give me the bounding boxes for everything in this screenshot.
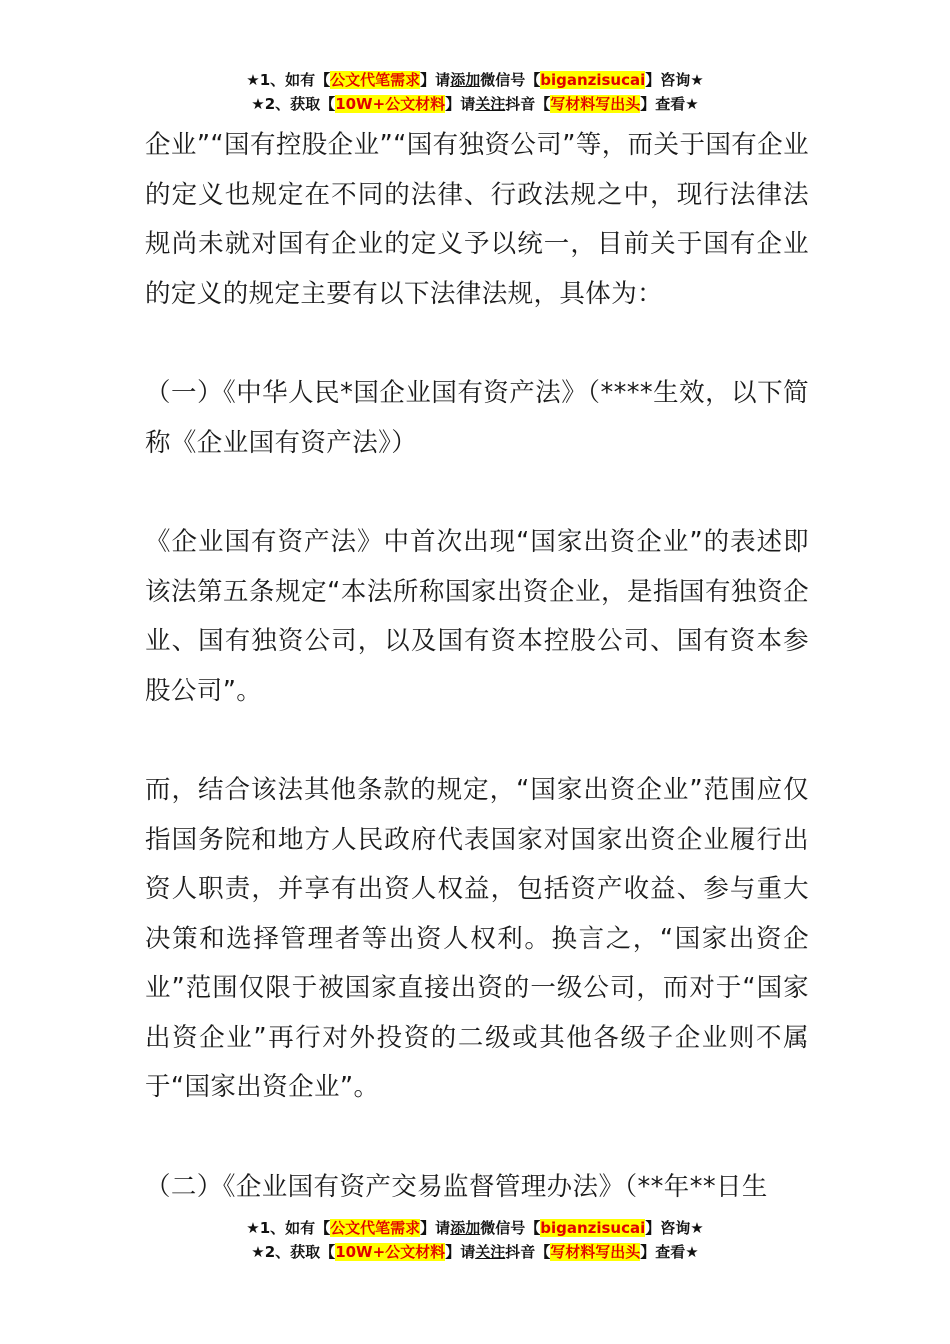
- banner-highlight: 公文代笔需求: [330, 71, 421, 89]
- banner-highlight: 写材料写出头: [550, 95, 641, 113]
- banner-text: 】咨询★: [645, 71, 704, 89]
- banner-text: 】查看★: [640, 1243, 699, 1261]
- banner-text: 抖音【: [505, 1243, 551, 1261]
- banner-text: ★2、获取【: [251, 1243, 336, 1261]
- banner-text: 微信号【: [480, 1219, 541, 1237]
- banner-highlight: 公文代笔需求: [330, 1219, 421, 1237]
- paragraph-spacer: [145, 716, 809, 766]
- paragraph: 《企业国有资产法》中首次出现“国家出资企业”的表述即该法第五条规定“本法所称国家出资企业，是指国有独资企业、国有独资公司，以及国有资本控股公司、国有资本参股公司”。: [145, 527, 809, 706]
- banner-highlight: biganzisucai: [540, 71, 646, 89]
- banner-underline: 添加: [450, 71, 481, 89]
- banner-text: 微信号【: [480, 71, 541, 89]
- paragraph: 企业”“国有控股企业”“国有独资公司”等，而关于国有企业的定义也规定在不同的法律、行政法规之中，现行法律法规尚未就对国有企业的定义予以统一，目前关于国有企业的定义的规定主要有以下法律法规，具体为：: [145, 130, 809, 309]
- banner-line-1: [0, 68, 950, 92]
- banner-text: 】请: [445, 95, 476, 113]
- banner-highlight: 写材料写出头: [550, 1243, 641, 1261]
- banner-text: ★2、获取【: [251, 95, 336, 113]
- section-heading: （二）《企业国有资产交易监督管理办法》（**年**日生: [145, 1171, 768, 1202]
- footer-banner: [0, 1216, 950, 1264]
- document-body: [145, 121, 809, 1212]
- banner-text: ★1、如有【: [246, 1219, 331, 1237]
- banner-highlight: 10W+公文材料: [335, 95, 446, 113]
- banner-text: ★1、如有【: [246, 71, 331, 89]
- banner-text: 】咨询★: [645, 1219, 704, 1237]
- banner-highlight: biganzisucai: [540, 1219, 646, 1237]
- banner-text: 抖音【: [505, 95, 551, 113]
- banner-text: 】查看★: [640, 95, 699, 113]
- banner-underline: 关注: [475, 95, 506, 113]
- banner-text: 】请: [420, 1219, 451, 1237]
- banner-line-2: [0, 1240, 950, 1264]
- banner-text: 】请: [420, 71, 451, 89]
- paragraph: 而，结合该法其他条款的规定，“国家出资企业”范围应仅指国务院和地方人民政府代表国家对国家出资企业履行出资人职责，并享有出资人权益，包括资产收益、参与重大决策和选择管理者等出资人权利。换言之，“国家出资企业”范围仅限于被国家直接出资的一级公司，而对于“国家出资企业”再行对外投资的二级或其他各级子企业则不属于“国家出资企业”。: [145, 775, 809, 1102]
- banner-text: 】请: [445, 1243, 476, 1261]
- paragraph-spacer: [145, 319, 809, 369]
- banner-underline: 添加: [450, 1219, 481, 1237]
- banner-underline: 关注: [475, 1243, 506, 1261]
- banner-line-1: [0, 1216, 950, 1240]
- header-banner: [0, 68, 950, 116]
- banner-line-2: [0, 92, 950, 116]
- banner-highlight: 10W+公文材料: [335, 1243, 446, 1261]
- paragraph-spacer: [145, 1113, 809, 1163]
- section-heading: （一）《中华人民*国企业国有资产法》（****生效，以下简称《企业国有资产法》）: [145, 378, 809, 458]
- paragraph-spacer: [145, 468, 809, 518]
